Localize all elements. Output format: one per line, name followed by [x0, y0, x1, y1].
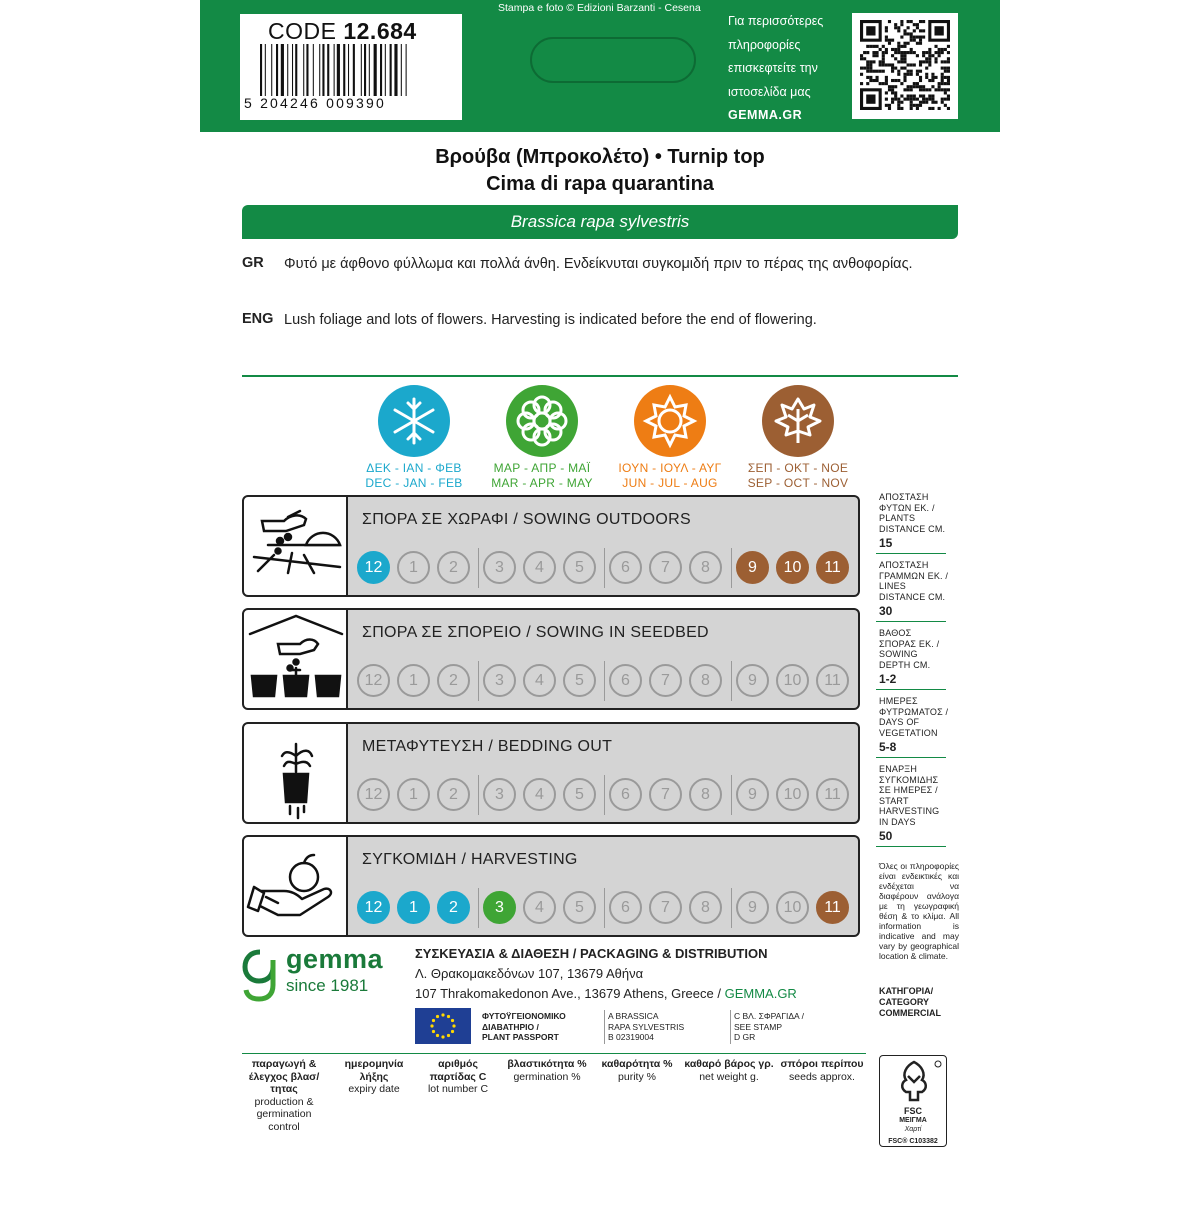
- month-6-marker: 6: [609, 551, 642, 584]
- leaf-icon: [762, 385, 834, 457]
- month-3-marker: 3: [483, 891, 516, 924]
- month-2-marker: 2: [437, 778, 470, 811]
- season-2-gr: ΙΟΥΝ - ΙΟΥΛ - ΑΥΓ: [618, 461, 722, 475]
- growing-info-value-3: 5-8: [879, 740, 897, 754]
- address-en: 107 Thrakomakedonon Ave., 13679 Athens, Greece / GEMMA.GR: [415, 986, 797, 1001]
- more-info-line: ιστοσελίδα μας: [728, 84, 811, 99]
- month-5-marker: 5: [563, 664, 596, 697]
- month-8-marker: 8: [689, 778, 722, 811]
- month-1-marker: 1: [397, 778, 430, 811]
- batch-info-col-4: καθαρότητα % purity %: [601, 1058, 673, 1083]
- category: [879, 986, 959, 1019]
- month-group-divider: [731, 661, 732, 701]
- month-11-marker: 11: [816, 891, 849, 924]
- month-group-divider: [604, 888, 605, 928]
- season-1-en: MAR - APR - MAY: [491, 476, 593, 490]
- month-11-marker: 11: [816, 551, 849, 584]
- fsc-text: FSC ΜΕΙΓΜΑ Χαρτί FSC® C103382: [888, 1106, 938, 1145]
- month-6-marker: 6: [609, 778, 642, 811]
- season-2-en: JUN - JUL - AUG: [622, 476, 718, 490]
- growing-info-value-2: 1-2: [879, 672, 897, 686]
- more-info-line: πληροφορίες: [728, 37, 801, 52]
- eu-flag-icon: [415, 1008, 471, 1044]
- month-11-marker: 11: [816, 664, 849, 697]
- month-7-marker: 7: [649, 778, 682, 811]
- growing-info-value-1: 30: [879, 604, 893, 618]
- activity-label-1: ΣΠΟΡΑ ΣΕ ΣΠΟΡΕΙΟ / SOWING IN SEEDBED: [362, 624, 709, 641]
- season-1-badge: [506, 385, 578, 457]
- barcode-digits: 5 204246 009390: [244, 95, 386, 111]
- gemma-logo-icon: [242, 948, 278, 1002]
- season-0-en: DEC - JAN - FEB: [365, 476, 463, 490]
- month-12-marker: 12: [357, 551, 390, 584]
- month-group-divider: [604, 548, 605, 588]
- activity-label-3: ΣΥΓΚΟΜΙΔΗ / HARVESTING: [362, 851, 578, 868]
- month-10-marker: 10: [776, 778, 809, 811]
- month-2-marker: 2: [437, 664, 470, 697]
- season-1-gr: ΜΑΡ - ΑΠΡ - ΜΑΪ: [493, 461, 591, 475]
- month-group-divider: [478, 548, 479, 588]
- month-6-marker: 6: [609, 891, 642, 924]
- month-4-marker: 4: [523, 778, 556, 811]
- growing-info-divider: [876, 846, 946, 847]
- growing-info-label-1: ΑΠΟΣΤΑΣΗ ΓΡΑΜΜΩΝ ΕΚ. / LINES DISTANCE CM.: [879, 560, 949, 602]
- month-3-marker: 3: [483, 551, 516, 584]
- growing-info-value-4: 50: [879, 829, 893, 843]
- month-7-marker: 7: [649, 664, 682, 697]
- more-info-line: επισκεφτείτε την: [728, 61, 818, 75]
- footer-website-link[interactable]: GEMMA.GR: [724, 986, 797, 1001]
- month-4-marker: 4: [523, 551, 556, 584]
- season-3-badge: [762, 385, 834, 457]
- month-9-marker: 9: [736, 891, 769, 924]
- brand-name: gemma: [286, 944, 384, 974]
- month-8-marker: 8: [689, 551, 722, 584]
- passport-divider: [730, 1010, 731, 1044]
- sun-icon: [634, 385, 706, 457]
- growing-info-label-4: ΕΝΑΡΞΗ ΣΥΓΚΟΜΙΔΗΣ ΣΕ ΗΜΕΡΕΣ / START HARVESTING IN DAYS: [879, 764, 940, 827]
- bedding-out-icon: [244, 724, 346, 822]
- more-info-text: [728, 10, 848, 128]
- brand-since: since 1981: [286, 976, 369, 995]
- category-value: COMMERCIAL: [879, 1008, 941, 1018]
- title-line-1: Βρούβα (Μπροκολέτο) • Turnip top: [435, 146, 765, 168]
- month-10-marker: 10: [776, 664, 809, 697]
- batch-info-col-6: σπόροι περίπου seeds approx.: [780, 1058, 864, 1083]
- month-group-divider: [731, 888, 732, 928]
- month-8-marker: 8: [689, 664, 722, 697]
- plant-passport-cd: C ΒΛ. ΣΦΡΑΓΙΔΑ / SEE STAMP D GR: [734, 1011, 804, 1042]
- sowing-outdoors-icon: [244, 497, 346, 595]
- season-0-badge: [378, 385, 450, 457]
- website-link[interactable]: GEMMA.GR: [728, 108, 803, 122]
- month-12-marker: 12: [357, 664, 390, 697]
- month-group-divider: [478, 888, 479, 928]
- growing-info-label-2: ΒΑΘΟΣ ΣΠΟΡΑΣ ΕΚ. / SOWING DEPTH CM.: [879, 628, 940, 670]
- section-divider: [242, 375, 958, 377]
- activity-icon-box-2: [242, 722, 348, 824]
- product-code: CODE 12.684: [268, 18, 417, 44]
- growing-info-divider: [876, 757, 946, 758]
- passport-divider: [604, 1010, 605, 1044]
- batch-info-col-0: παραγωγή & έλεγχος βλασ/τητας production & germination control: [248, 1058, 320, 1133]
- month-4-marker: 4: [523, 891, 556, 924]
- month-7-marker: 7: [649, 891, 682, 924]
- activity-label-0: ΣΠΟΡΑ ΣΕ ΧΩΡΑΦΙ / SOWING OUTDOORS: [362, 511, 691, 528]
- month-3-marker: 3: [483, 778, 516, 811]
- month-group-divider: [731, 548, 732, 588]
- batch-info-col-1: ημερομηνία λήξης expiry date: [344, 1058, 404, 1095]
- month-7-marker: 7: [649, 551, 682, 584]
- batch-info-col-3: βλαστικότητα % germination %: [507, 1058, 587, 1083]
- activity-icon-box-1: [242, 608, 348, 710]
- barcode: [260, 44, 446, 96]
- month-10-marker: 10: [776, 551, 809, 584]
- month-1-marker: 1: [397, 664, 430, 697]
- latin-name: Brassica rapa sylvestris: [510, 212, 690, 231]
- month-group-divider: [478, 775, 479, 815]
- footer-divider: [242, 1053, 866, 1054]
- activity-icon-box-0: [242, 495, 348, 597]
- month-5-marker: 5: [563, 778, 596, 811]
- month-2-marker: 2: [437, 891, 470, 924]
- season-3-gr: ΣΕΠ - ΟΚΤ - ΝΟΕ: [747, 461, 849, 475]
- month-5-marker: 5: [563, 891, 596, 924]
- qr-code-icon[interactable]: [860, 20, 950, 110]
- address-gr: Λ. Θρακομακεδόνων 107, 13679 Αθήνα: [415, 966, 644, 981]
- month-6-marker: 6: [609, 664, 642, 697]
- month-group-divider: [478, 661, 479, 701]
- packaging-title: ΣΥΣΚΕΥΑΣΙΑ & ΔΙΑΘΕΣΗ / PACKAGING & DISTRIBUTION: [415, 946, 768, 961]
- month-11-marker: 11: [816, 778, 849, 811]
- month-4-marker: 4: [523, 664, 556, 697]
- month-8-marker: 8: [689, 891, 722, 924]
- month-group-divider: [731, 775, 732, 815]
- fsc-tree-icon: [880, 1056, 948, 1108]
- growing-info-label-0: ΑΠΟΣΤΑΣΗ ΦΥΤΩΝ ΕΚ. / PLANTS DISTANCE CM.: [879, 492, 946, 534]
- growing-info-value-0: 15: [879, 536, 893, 550]
- growing-info-label-3: ΗΜΕΡΕΣ ΦΥΤΡΩΜΑΤΟΣ / DAYS OF VEGETATION: [879, 696, 949, 738]
- disclaimer: Όλες οι πληροφορίες είναι ενδεικτικές και ενδέχεται να διαφέρουν ανάλογα με τη γεωγραφική θέση & το κλίμα. All information is indicative and may vary by geographical location & climate.: [879, 861, 959, 961]
- kod-code: ΚΩΔ 17.081: [452, 50, 464, 110]
- month-9-marker: 9: [736, 778, 769, 811]
- month-2-marker: 2: [437, 551, 470, 584]
- en-label: ENG: [242, 311, 274, 327]
- title-line-2: Cima di rapa quarantina: [486, 173, 714, 195]
- month-1-marker: 1: [397, 891, 430, 924]
- activity-icon-box-3: [242, 835, 348, 937]
- hang-slot: [528, 35, 698, 85]
- batch-info-col-5: καθαρό βάρος γρ. net weight g.: [684, 1058, 774, 1083]
- seedbed-icon: [244, 610, 346, 708]
- print-credit: Stampa e foto © Edizioni Barzanti - Cesena: [498, 2, 701, 14]
- snowflake-icon: [378, 385, 450, 457]
- category-label: ΚΑΤΗΓΟΡΙΑ/ CATEGORY: [879, 986, 934, 1007]
- month-3-marker: 3: [483, 664, 516, 697]
- season-3-en: SEP - OCT - NOV: [747, 476, 849, 490]
- month-group-divider: [604, 661, 605, 701]
- flower-icon: [506, 385, 578, 457]
- month-12-marker: 12: [357, 778, 390, 811]
- en-description: Lush foliage and lots of flowers. Harvesting is indicated before the end of flowering.: [284, 312, 817, 328]
- gr-label: GR: [242, 255, 264, 271]
- month-1-marker: 1: [397, 551, 430, 584]
- month-9-marker: 9: [736, 551, 769, 584]
- plant-passport-title: ΦΥΤΟΫΓΕΙΟΝΟΜΙΚΟ ΔΙΑΒΑΤΗΡΙΟ / PLANT PASSPORT: [482, 1011, 566, 1042]
- more-info-line: Για περισσότερες: [728, 14, 824, 28]
- month-10-marker: 10: [776, 891, 809, 924]
- season-0-gr: ΔΕΚ - ΙΑΝ - ΦΕΒ: [366, 461, 462, 475]
- activity-label-2: ΜΕΤΑΦΥΤΕΥΣΗ / BEDDING OUT: [362, 738, 613, 755]
- month-group-divider: [604, 775, 605, 815]
- month-9-marker: 9: [736, 664, 769, 697]
- plant-passport-ab: A BRASSICA RAPA SYLVESTRIS B 02319004: [608, 1011, 685, 1042]
- batch-info-col-2: αριθμός παρτίδας C lot number C: [427, 1058, 489, 1095]
- month-5-marker: 5: [563, 551, 596, 584]
- harvesting-icon: [244, 837, 346, 935]
- growing-info-divider: [876, 621, 946, 622]
- growing-info-divider: [876, 553, 946, 554]
- season-2-badge: [634, 385, 706, 457]
- gr-description: Φυτό με άφθονο φύλλωμα και πολλά άνθη. Ενδείκνυται συγκομιδή πριν το πέρας της ανθοφορίας.: [284, 256, 913, 272]
- month-12-marker: 12: [357, 891, 390, 924]
- growing-info-divider: [876, 689, 946, 690]
